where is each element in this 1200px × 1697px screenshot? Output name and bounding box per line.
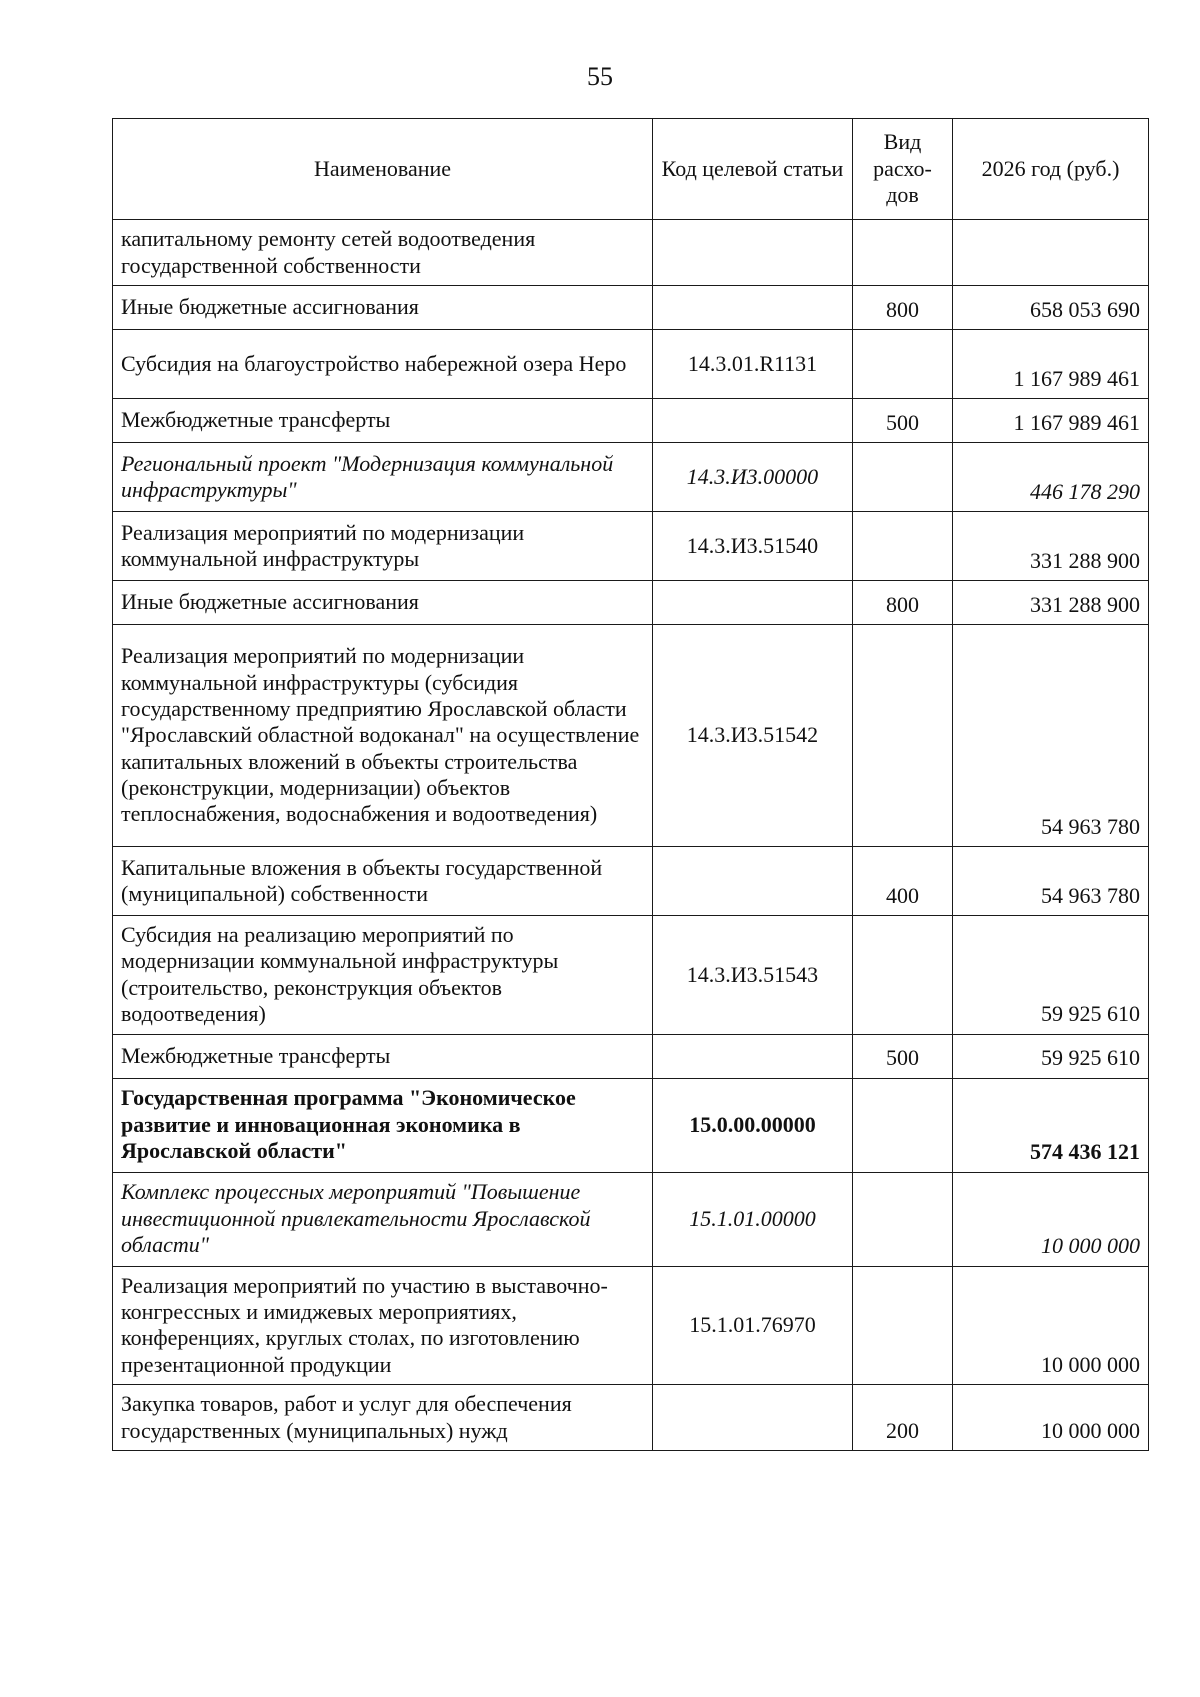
cell-name: Государственная программа "Экономическое развитие и инновационная экономика в Ярославской области" bbox=[113, 1078, 653, 1172]
cell-type bbox=[853, 916, 953, 1035]
cell-type: 400 bbox=[853, 847, 953, 916]
cell-amount: 446 178 290 bbox=[953, 443, 1149, 512]
cell-code: 14.3.01.R1131 bbox=[653, 330, 853, 399]
cell-code: 15.0.00.00000 bbox=[653, 1078, 853, 1172]
table-row bbox=[113, 330, 1149, 399]
cell-amount: 574 436 121 bbox=[953, 1078, 1149, 1172]
cell-type: 800 bbox=[853, 581, 953, 625]
cell-name: Региональный проект "Модернизация коммунальной инфраструктуры" bbox=[113, 443, 653, 512]
header-code: Код целевой статьи bbox=[653, 119, 853, 220]
table-row bbox=[113, 220, 1149, 286]
cell-name: капитальному ремонту сетей водоотведения государственной собственности bbox=[113, 220, 653, 286]
cell-type bbox=[853, 512, 953, 581]
table-row bbox=[113, 286, 1149, 330]
cell-code: 14.3.И3.51542 bbox=[653, 625, 853, 847]
table-row bbox=[113, 1172, 1149, 1266]
cell-type bbox=[853, 220, 953, 286]
cell-name: Межбюджетные трансферты bbox=[113, 399, 653, 443]
table-row bbox=[113, 1078, 1149, 1172]
cell-name: Субсидия на благоустройство набережной озера Неро bbox=[113, 330, 653, 399]
cell-amount bbox=[953, 220, 1149, 286]
cell-name: Субсидия на реализацию мероприятий по модернизации коммунальной инфраструктуры (строительство, реконструкция объектов водоотведения) bbox=[113, 916, 653, 1035]
table-row bbox=[113, 1034, 1149, 1078]
cell-type bbox=[853, 443, 953, 512]
cell-amount: 331 288 900 bbox=[953, 581, 1149, 625]
cell-name: Межбюджетные трансферты bbox=[113, 1034, 653, 1078]
cell-amount: 658 053 690 bbox=[953, 286, 1149, 330]
header-type: Вид расхо-дов bbox=[853, 119, 953, 220]
table-row bbox=[113, 1266, 1149, 1385]
header-amount: 2026 год (руб.) bbox=[953, 119, 1149, 220]
cell-code bbox=[653, 581, 853, 625]
cell-amount: 331 288 900 bbox=[953, 512, 1149, 581]
cell-type: 200 bbox=[853, 1385, 953, 1451]
cell-amount: 10 000 000 bbox=[953, 1385, 1149, 1451]
cell-name: Иные бюджетные ассигнования bbox=[113, 286, 653, 330]
table-row bbox=[113, 581, 1149, 625]
table-row bbox=[113, 512, 1149, 581]
cell-name: Реализация мероприятий по модернизации коммунальной инфраструктуры bbox=[113, 512, 653, 581]
cell-type: 500 bbox=[853, 399, 953, 443]
cell-name: Иные бюджетные ассигнования bbox=[113, 581, 653, 625]
table-header bbox=[113, 119, 1149, 220]
cell-code: 14.3.И3.51543 bbox=[653, 916, 853, 1035]
header-name: Наименование bbox=[113, 119, 653, 220]
table-row bbox=[113, 847, 1149, 916]
table-row bbox=[113, 916, 1149, 1035]
cell-name: Комплекс процессных мероприятий "Повышение инвестиционной привлекательности Ярославской области" bbox=[113, 1172, 653, 1266]
cell-type bbox=[853, 1266, 953, 1385]
cell-name: Реализация мероприятий по модернизации коммунальной инфраструктуры (субсидия государственному предприятию Ярославской области "Ярославский областной водоканал" на осуществление капитальных вложений в объекты строительства (реконструкции, модернизации) объектов теплоснабжения, водоснабжения и водоотведения) bbox=[113, 625, 653, 847]
cell-code: 15.1.01.76970 bbox=[653, 1266, 853, 1385]
cell-name: Закупка товаров, работ и услуг для обеспечения государственных (муниципальных) нужд bbox=[113, 1385, 653, 1451]
cell-code bbox=[653, 220, 853, 286]
cell-code: 14.3.И3.00000 bbox=[653, 443, 853, 512]
cell-code: 15.1.01.00000 bbox=[653, 1172, 853, 1266]
cell-type bbox=[853, 1172, 953, 1266]
cell-name: Реализация мероприятий по участию в выставочно-конгрессных и имиджевых мероприятиях, конференциях, круглых столах, по изготовлению презентационной продукции bbox=[113, 1266, 653, 1385]
cell-amount: 59 925 610 bbox=[953, 916, 1149, 1035]
table-row bbox=[113, 399, 1149, 443]
cell-code bbox=[653, 1034, 853, 1078]
page-number: 55 bbox=[587, 62, 613, 91]
table-row bbox=[113, 625, 1149, 847]
table-row bbox=[113, 443, 1149, 512]
cell-code bbox=[653, 1385, 853, 1451]
table-body bbox=[113, 220, 1149, 1451]
cell-code bbox=[653, 286, 853, 330]
cell-type bbox=[853, 1078, 953, 1172]
cell-type bbox=[853, 330, 953, 399]
cell-code: 14.3.И3.51540 bbox=[653, 512, 853, 581]
cell-type: 500 bbox=[853, 1034, 953, 1078]
cell-amount: 10 000 000 bbox=[953, 1266, 1149, 1385]
cell-amount: 1 167 989 461 bbox=[953, 399, 1149, 443]
budget-table bbox=[112, 118, 1149, 1451]
cell-type bbox=[853, 625, 953, 847]
cell-amount: 54 963 780 bbox=[953, 847, 1149, 916]
cell-amount: 1 167 989 461 bbox=[953, 330, 1149, 399]
cell-type: 800 bbox=[853, 286, 953, 330]
cell-amount: 10 000 000 bbox=[953, 1172, 1149, 1266]
cell-amount: 59 925 610 bbox=[953, 1034, 1149, 1078]
cell-amount: 54 963 780 bbox=[953, 625, 1149, 847]
cell-code bbox=[653, 399, 853, 443]
table-row bbox=[113, 1385, 1149, 1451]
cell-code bbox=[653, 847, 853, 916]
header-row bbox=[113, 119, 1149, 220]
cell-name: Капитальные вложения в объекты государственной (муниципальной) собственности bbox=[113, 847, 653, 916]
